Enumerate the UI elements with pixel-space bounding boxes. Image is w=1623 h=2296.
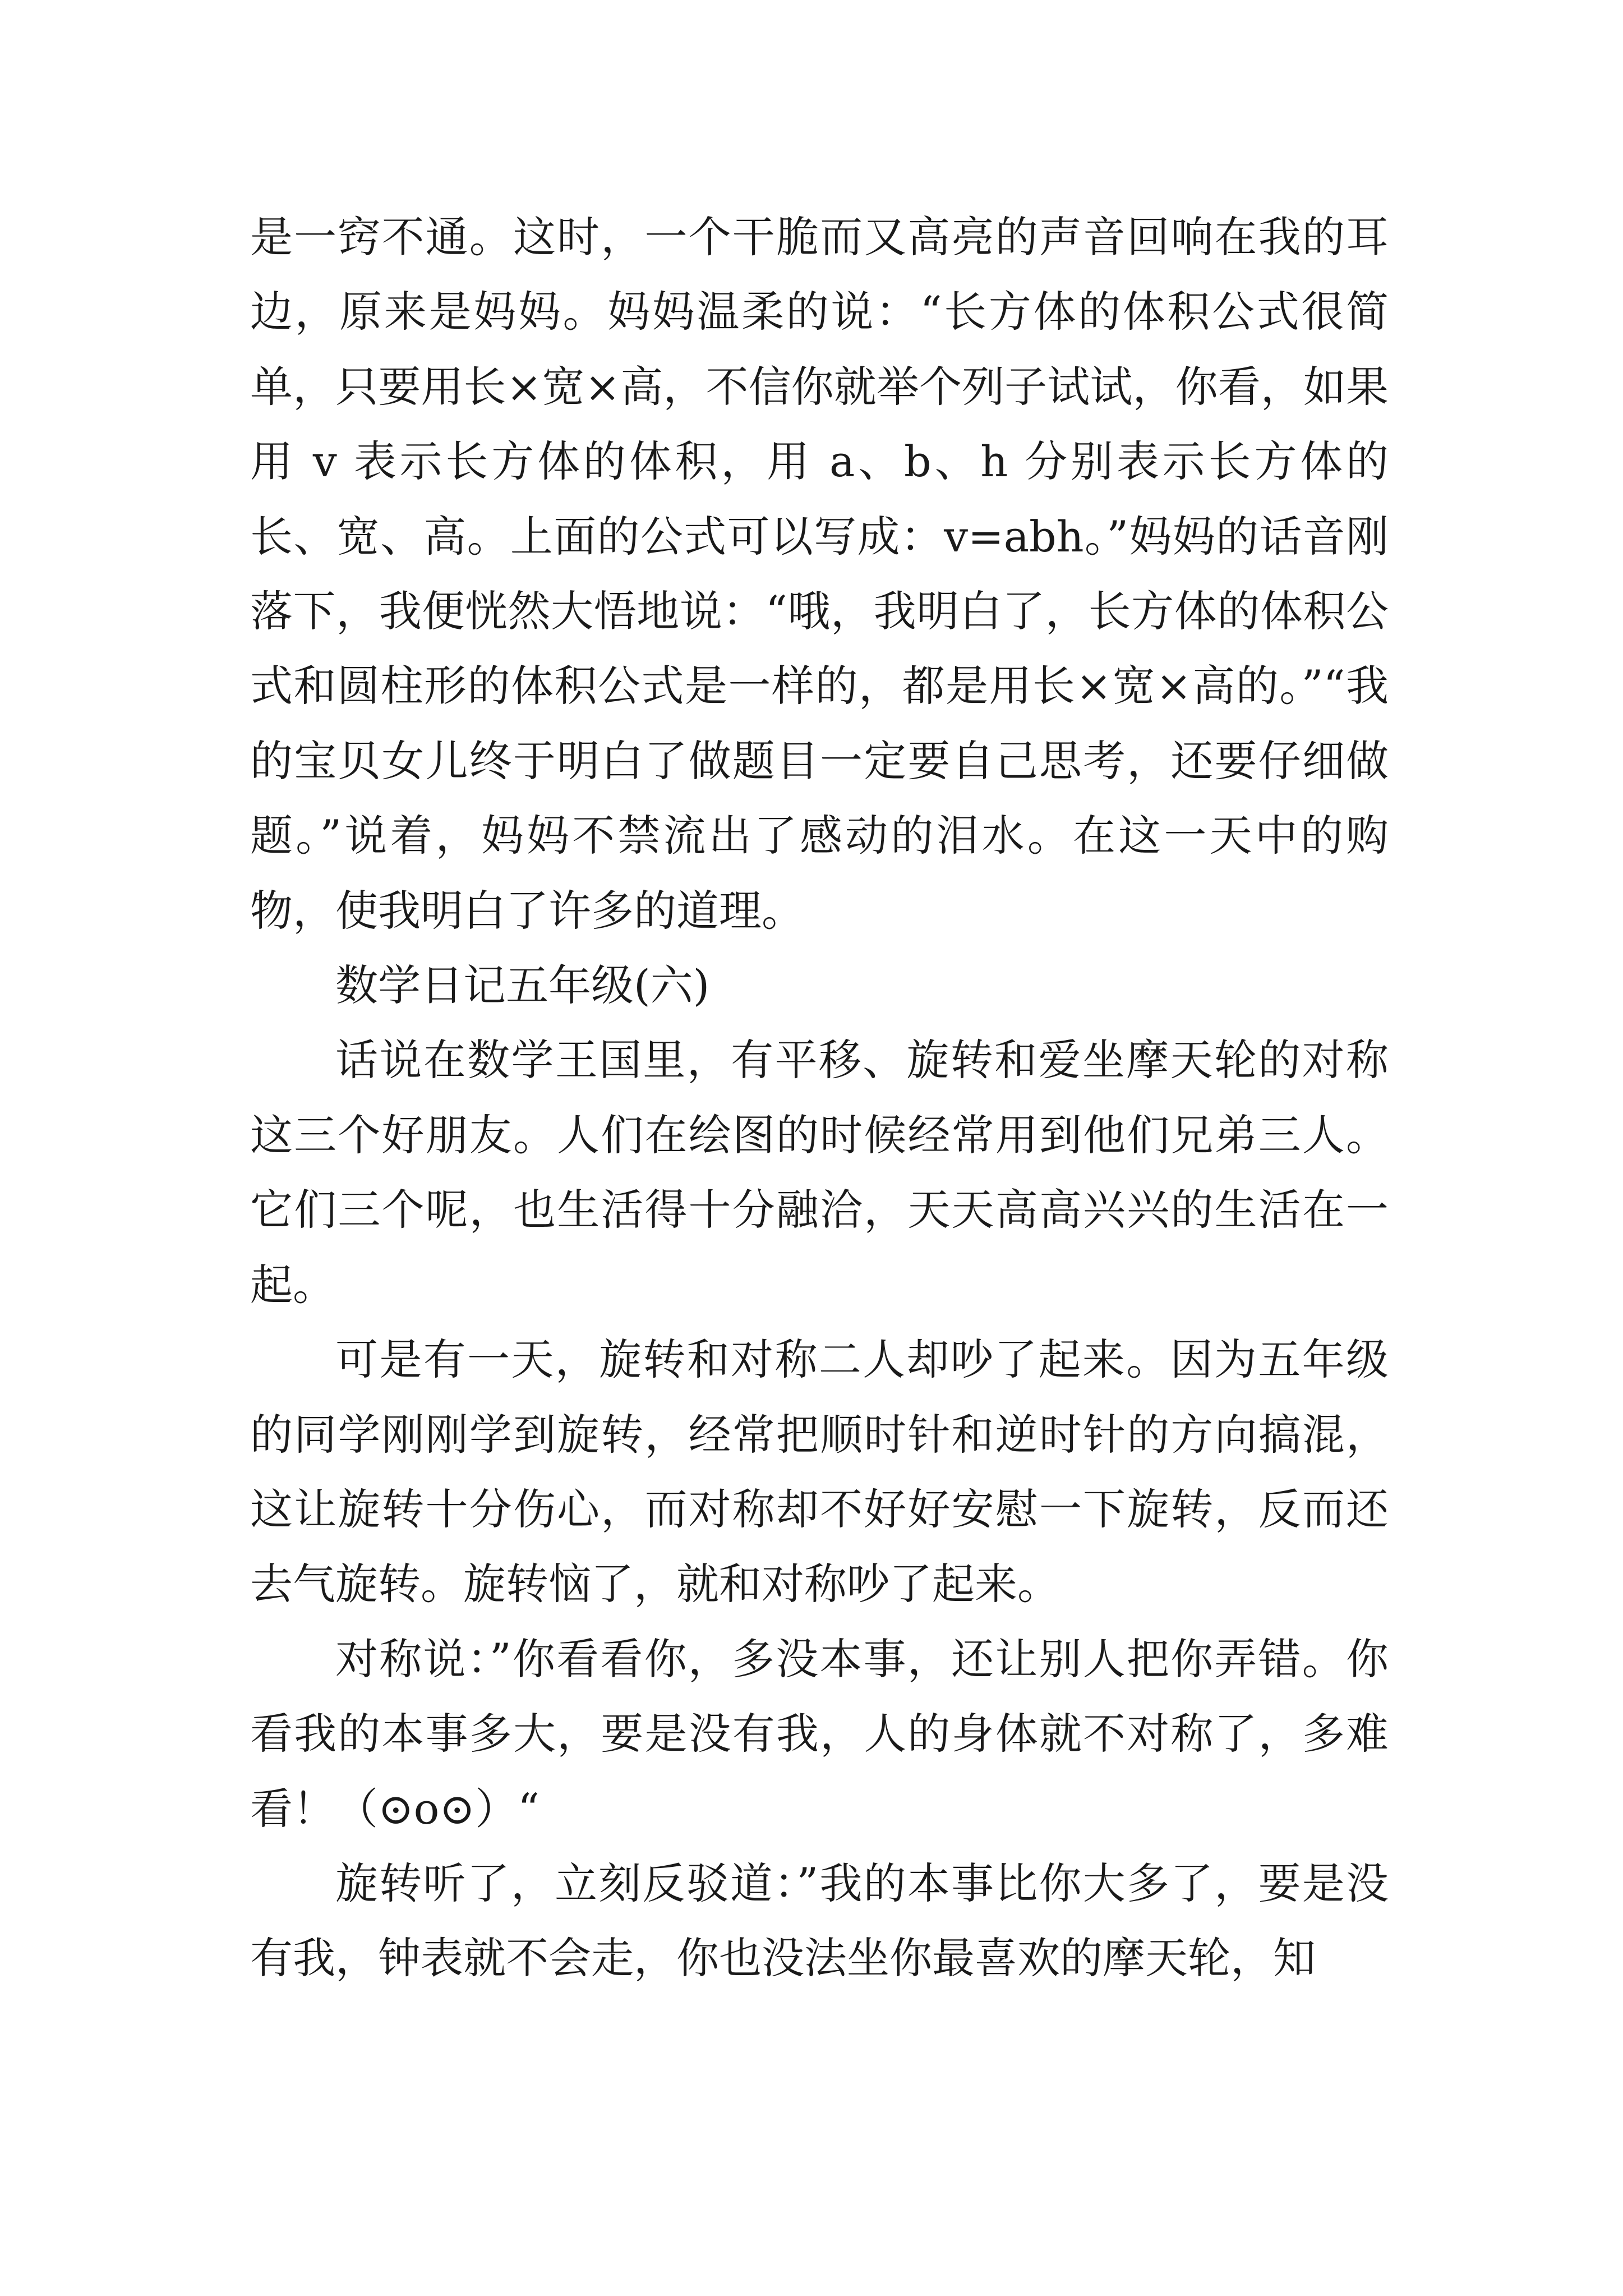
continuation-paragraph: 是一窍不通。这时，一个干脆而又高亮的声音回响在我的耳边，原来是妈妈。妈妈温柔的说：“长方体的体积公式很简单，只要用长×宽×高，不信你就举个列子试试，你看，如果用 v 表示长方体的体积，用 a、b、h 分别表示长方体的长、宽、高。上面的公式可以写成：v=abh。”妈妈的话音刚落下，我便恍然大悟地说：“哦，我明白了，长方体的体积公式和圆柱形的体积公式是一样的，都是用长×宽×高的。”“我的宝贝女儿终于明白了做题目一定要自己思考，还要仔细做题。”说着，妈妈不禁流出了感动的泪水。在这一天中的购物，使我明白了许多的道理。 [250,212,1389,936]
story-paragraph-2: 可是有一天，旋转和对称二人却吵了起来。因为五年级的同学刚刚学到旋转，经常把顺时针和逆时针的方向搞混，这让旋转十分伤心，而对称却不好好安慰一下旋转，反而还去气旋转。旋转恼了，就和对称吵了起来。 [250,1335,1389,1609]
story-paragraph-4: 旋转听了，立刻反驳道：”我的本事比你大多了，要是没有我，钟表就不会走，你也没法坐你最喜欢的摩天轮，知 [250,1858,1389,1984]
section-title: 数学日记五年级(六) [335,960,710,1011]
story-paragraph-1: 话说在数学王国里，有平移、旋转和爱坐摩天轮的对称这三个好朋友。人们在绘图的时候经常用到他们兄弟三人。它们三个呢，也生活得十分融洽，天天高高兴兴的生活在一起。 [250,1035,1389,1310]
document-body [250,200,1389,1996]
story-paragraph-3: 对称说：”你看看你，多没本事，还让别人把你弄错。你看我的本事多大，要是没有我，人的身体就不对称了，多难看！（⊙o⊙）“ [250,1634,1389,1834]
